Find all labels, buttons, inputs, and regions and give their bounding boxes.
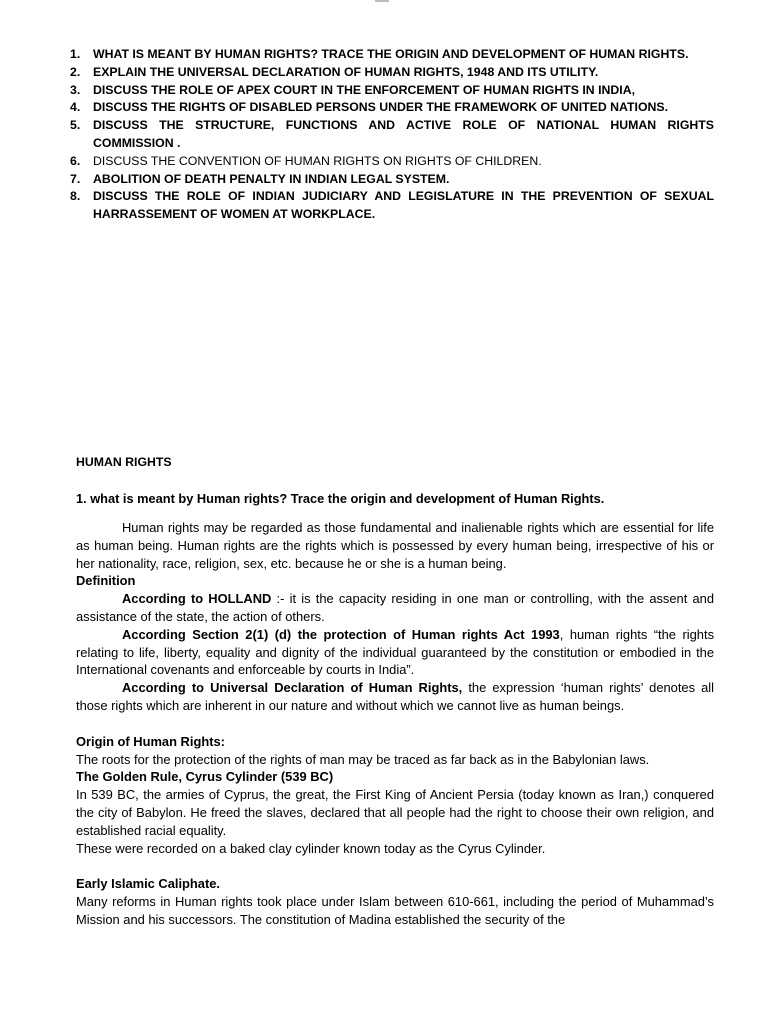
udhr-text: the expression ‘human rights’ denotes all those rights which are inherent in our nature and without which we cannot live as human beings. (76, 680, 715, 713)
holland-text: :- it is the capacity residing in one man or controlling, with the assent and assistance of the state, the action of others. (76, 591, 715, 624)
question-item (70, 99, 714, 117)
question-text: ABOLITION OF DEATH PENALTY IN INDIAN LEGAL SYSTEM. (93, 171, 450, 186)
holland-label: According to HOLLAND (122, 591, 272, 607)
definition-udhr (76, 679, 714, 715)
question-list (70, 46, 714, 224)
question-text: EXPLAIN THE UNIVERSAL DECLARATION OF HUMAN RIGHTS, 1948 AND ITS UTILITY. (93, 64, 599, 79)
answer-body (76, 519, 714, 929)
question-number: 6. (70, 153, 81, 168)
golden-rule-text: In 539 BC, the armies of Cyprus, the great, the First King of Ancient Persia (today known as Iran,) conquered the city of Babylon. He freed the slaves, declared that all people had the right to choose their own religion, and established racial equality. (76, 787, 714, 838)
origin-text: The roots for the protection of the rights of man may be traced as far back as in the Babylonian laws. (76, 751, 650, 767)
question-text: DISCUSS THE RIGHTS OF DISABLED PERSONS UNDER THE FRAMEWORK OF UNITED NATIONS. (93, 100, 669, 115)
question-heading: 1. what is meant by Human rights? Trace the origin and development of Human Rights. (76, 491, 605, 506)
question-item (70, 153, 714, 171)
question-number: 2. (70, 64, 81, 79)
golden-rule-heading: The Golden Rule, Cyrus Cylinder (539 BC) (76, 769, 334, 785)
section-label: According Section 2(1) (d) the protection of Human rights Act 1993 (122, 626, 560, 642)
question-item (70, 117, 714, 153)
islamic-heading: Early Islamic Caliphate. (76, 876, 221, 892)
question-number: 8. (70, 189, 81, 204)
definition-section (76, 626, 714, 679)
question-text: DISCUSS THE ROLE OF APEX COURT IN THE ENFORCEMENT OF HUMAN RIGHTS IN INDIA, (93, 82, 635, 97)
question-item (70, 46, 714, 64)
question-text: DISCUSS THE CONVENTION OF HUMAN RIGHTS ON RIGHTS OF CHILDREN. (93, 153, 542, 168)
udhr-label: According to Universal Declaration of Human Rights, (122, 680, 463, 696)
question-number: 3. (70, 82, 81, 97)
golden-rule-text-2: These were recorded on a baked clay cylinder known today as the Cyrus Cylinder. (76, 840, 546, 856)
question-item (70, 188, 714, 224)
paragraph-gap (76, 715, 714, 733)
section-title: HUMAN RIGHTS (76, 455, 172, 469)
origin-heading: Origin of Human Rights: (76, 733, 225, 749)
question-text: DISCUSS THE STRUCTURE, FUNCTIONS AND ACTIVE ROLE OF NATIONAL HUMAN RIGHTS COMMISSION . (93, 118, 714, 150)
question-number: 7. (70, 171, 81, 186)
paragraph-gap (76, 857, 714, 875)
question-text: WHAT IS MEANT BY HUMAN RIGHTS? TRACE THE ORIGIN AND DEVELOPMENT OF HUMAN RIGHTS. (93, 47, 689, 61)
question-item (70, 82, 714, 100)
definition-heading: Definition (76, 573, 136, 589)
intro-paragraph: Human rights may be regarded as those fundamental and inalienable rights which are essential for life as human being. Human rights are the rights which is possessed by every human being, irrespective of his or her nationality, race, religion, sex, etc. because he or she is a human being. (76, 520, 714, 571)
section-text: , human rights “the rights relating to life, liberty, equality and dignity of the individual guaranteed by the constitution or embodied in the International covenants and enforceable by courts in India”. (76, 626, 715, 678)
question-text: DISCUSS THE ROLE OF INDIAN JUDICIARY AND LEGISLATURE IN THE PREVENTION OF SEXUAL HARRASSEMENT OF WOMEN AT WORKPLACE. (93, 189, 714, 222)
question-item (70, 171, 714, 189)
page-top-mark (375, 0, 389, 2)
islamic-text: Many reforms in Human rights took place under Islam between 610-661, including the period of Muhammad’s Mission and his successors. The constitution of Madina established the security of the (76, 894, 714, 927)
question-item (70, 64, 714, 82)
definition-holland (76, 590, 714, 626)
question-number: 1. (70, 47, 81, 61)
question-number: 5. (70, 118, 81, 133)
question-number: 4. (70, 100, 81, 115)
